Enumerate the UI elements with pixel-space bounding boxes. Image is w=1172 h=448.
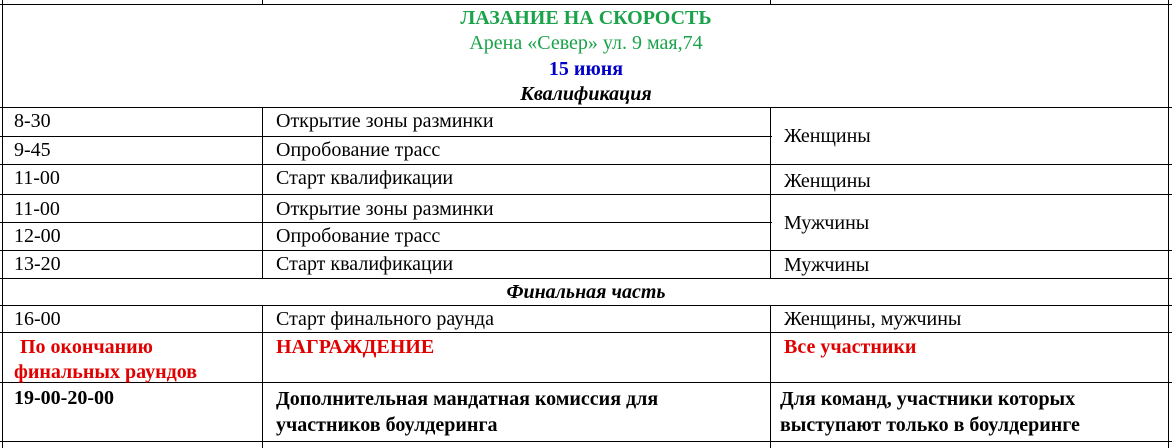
rule-header-col2	[770, 0, 771, 4]
rule-row3	[0, 194, 1172, 195]
rule-bottom	[0, 441, 1172, 442]
event-date: 15 июня	[548, 58, 624, 80]
group-men-merged: Мужчины	[784, 212, 870, 234]
section-qualification: Квалификация	[520, 83, 652, 105]
row6-time: 13-20	[14, 253, 61, 275]
rule-after-qualification	[0, 107, 1172, 108]
row3-event: Старт квалификации	[276, 167, 454, 189]
row4-time: 11-00	[14, 198, 60, 220]
page-title: ЛАЗАНИЕ НА СКОРОСТЬ	[460, 7, 712, 29]
group-women-merged: Женщины	[784, 125, 871, 147]
extra-event-line2: участников боулдеринга	[276, 414, 498, 436]
extra-group-line2: выступают только в боулдеринге	[780, 414, 1080, 436]
row1-time: 8-30	[14, 110, 51, 132]
row3-time: 11-00	[14, 167, 60, 189]
rule-row1	[0, 136, 772, 137]
row5-time: 12-00	[14, 225, 61, 247]
extra-time: 19-00-20-00	[14, 387, 114, 409]
row7-time: 16-00	[14, 308, 61, 330]
extra-event-line1: Дополнительная мандатная комиссия для	[276, 388, 659, 410]
section-final: Финальная часть	[506, 281, 666, 303]
rule-col1-b	[262, 305, 263, 448]
row3-group: Женщины	[784, 170, 871, 192]
row6-event: Старт квалификации	[276, 253, 454, 275]
row1-event: Открытие зоны разминки	[276, 110, 494, 132]
rule-header-col1	[262, 0, 263, 4]
award-time-line1: По окончанию	[20, 336, 153, 358]
row6-group: Мужчины	[784, 254, 870, 276]
rule-top	[0, 4, 1172, 5]
rule-row4	[0, 222, 772, 223]
award-group: Все участники	[784, 336, 917, 358]
award-event: НАГРАЖДЕНИЕ	[276, 336, 435, 358]
row4-event: Открытие зоны разминки	[276, 198, 494, 220]
venue-address: Арена «Север» ул. 9 мая,74	[469, 32, 703, 54]
rule-col2-b	[770, 305, 771, 448]
rule-row2	[0, 164, 1172, 165]
award-time-line2: финальных раундов	[14, 361, 198, 383]
rule-col1-a	[262, 107, 263, 278]
row5-event: Опробование трасс	[276, 225, 441, 247]
rule-after-final	[0, 305, 1172, 306]
extra-group-line1: Для команд, участники которых	[780, 388, 1076, 410]
row7-event: Старт финального раунда	[276, 308, 494, 330]
rule-col2-a	[770, 107, 771, 278]
rule-row5	[0, 250, 1172, 251]
rule-row6	[0, 278, 1172, 279]
row7-group: Женщины, мужчины	[784, 308, 962, 330]
row2-event: Опробование трасс	[276, 139, 441, 161]
rule-row7	[0, 332, 1172, 333]
row2-time: 9-45	[14, 139, 51, 161]
